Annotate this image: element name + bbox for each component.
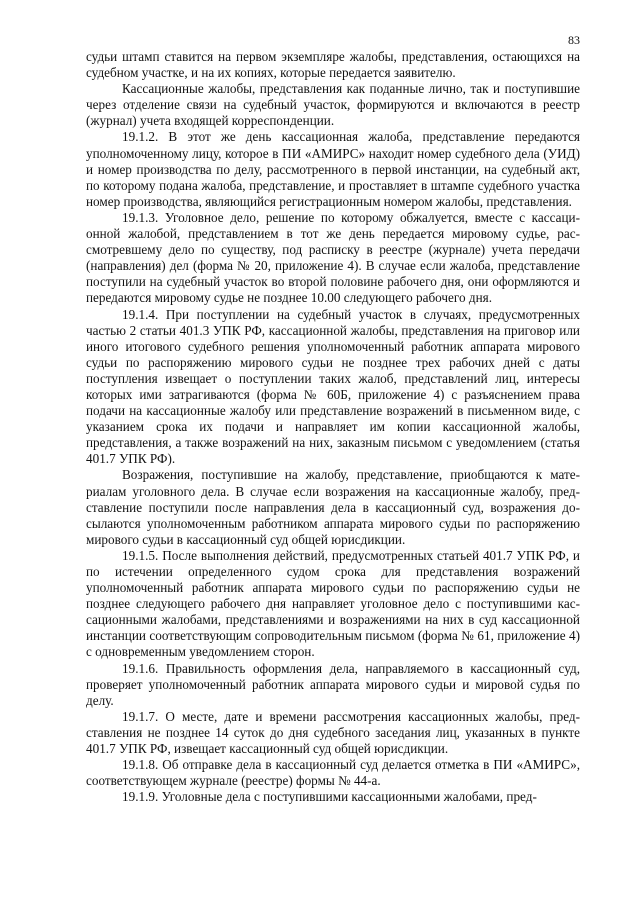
paragraph-19-1-4: 19.1.4. При поступлении на судебный участок в случаях, предусмотренных частью 2 статьи 401.3 УПК РФ, кассационной жалобы, представления на приговор или иного итогового судебного решения уполномоченный работник аппарата мирового судьи по распоряжению мирового судьи не позднее трех рабочих дней с даты поступления извещает о поступлении таких жалоб, представлений лиц, интересы которых ими затрагиваются (форма № 60Б, приложение 4) с разъяснением права подачи на кассационные жалобу или представление возражений в письменном виде, с указанием срока их подачи и направляет им копии кассационной жалобы, представления, а также возражений на них, заказным письмом с уведомлением (статья 401.7 УПК РФ). [86, 306, 580, 467]
page-number: 83 [568, 33, 580, 47]
paragraph-19-1-2: 19.1.2. В этот же день кассационная жалоба, представление передаются уполномоченному лицу, которое в ПИ «АМИРС» находит номер судебного дела (УИД) и номер производства по делу, рассмотренного в первой инстанции, на судебный акт, по которому подана жалоба, представление, и проставляет в штампе судебного участка номер производства, являющийся регистрационным номером жалобы, представления. [86, 129, 580, 209]
paragraph-19-1-5: 19.1.5. После выполнения действий, предусмотренных статьей 401.7 УПК РФ, и по истечении определенного судом срока для представления возражений уполномоченный работник аппарата мирового судьи по распоряжению судьи не позднее следующего рабочего дня направляет уголовное дело с поступившими кассационными жалобами, представлениями и возражениями на них в суд кассационной инстанции соответствующим сопроводительным письмом (форма № 61, приложение 4) с одновременным уведомлением сторон. [86, 547, 580, 660]
paragraph-19-1-7: 19.1.7. О месте, дате и времени рассмотрения кассационных жалобы, представления не позднее 14 суток до дня судебного заседания лиц, указанных в пункте 401.7 УПК РФ, извещает кассационный суд общей юрисдикции. [86, 708, 580, 757]
document-body [86, 49, 580, 805]
paragraph-19-1-3: 19.1.3. Уголовное дело, решение по которому обжалуется, вместе с кассационной жалобой, представлением в тот же день передается мировому судье, рассмотревшему дело по существу, под расписку в реестре (журнале) учета передачи (направления) дел (форма № 20, приложение 4). В случае если жалоба, представление поступили на судебный участок во второй половине рабочего дня, они оформляются и передаются мировому судье не позднее 10.00 следующего рабочего дня. [86, 209, 580, 306]
paragraph-objections: Возражения, поступившие на жалобу, представление, приобщаются к материалам уголовного дела. В случае если возражения на кассационные жалобу, представление поступили после направления дела в кассационный суд, возражения досылаются уполномоченным работником аппарата мирового судьи по распоряжению мирового судьи в кассационный суд общей юрисдикции. [86, 467, 580, 547]
paragraph-continuation: судьи штамп ставится на первом экземпляре жалобы, представления, остающихся на судебном участке, и на их копиях, которые передается заявителю. [86, 49, 580, 81]
paragraph-19-1-6: 19.1.6. Правильность оформления дела, направляемого в кассационный суд, проверяет уполномоченный работник аппарата мирового судьи и мировой судья по делу. [86, 660, 580, 708]
paragraph-19-1-8: 19.1.8. Об отправке дела в кассационный суд делается отметка в ПИ «АМИРС», соответствующем журнале (реестре) формы № 44-а. [86, 757, 580, 789]
paragraph-19-1-9: 19.1.9. Уголовные дела с поступившими кассационными жалобами, пред- [122, 789, 537, 805]
paragraph-cassation-registration: Кассационные жалобы, представления как поданные лично, так и поступившие через отделение связи на судебный участок, формируются и включаются в реестр (журнал) учета входящей корреспонденции. [86, 81, 580, 129]
